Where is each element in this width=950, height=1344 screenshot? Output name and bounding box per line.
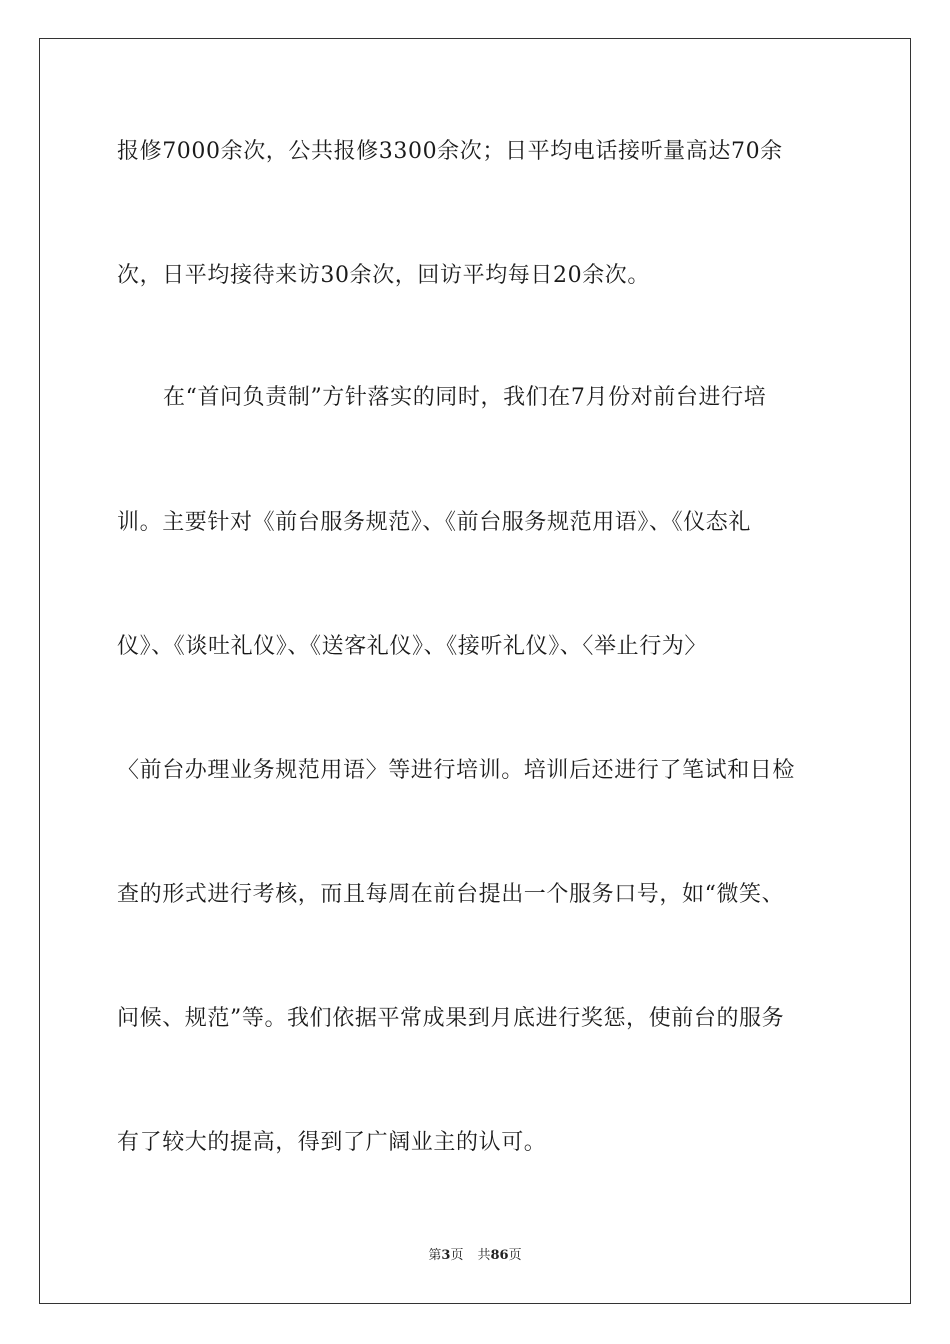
body-text-line-4: 训。主要针对《前台服务规范》、《前台服务规范用语》、《仪态礼 [117,510,752,535]
body-text-line-3: 在“首问负责制”方针落实的同时，我们在7月份对前台进行培 [163,385,767,410]
body-text-line-9: 有了较大的提高，得到了广阔业主的认可。 [117,1130,547,1155]
page-footer [0,1247,950,1265]
body-text-line-5: 仪》、《谈吐礼仪》、《送客礼仪》、《接听礼仪》、〈举止行为〉 [117,634,708,659]
total-suffix: 页 [508,1248,522,1263]
body-text-line-8: 问候、规范”等。我们依据平常成果到月底进行奖惩，使前台的服务 [117,1006,785,1031]
total-page-count: 86 [490,1248,509,1263]
page-border [39,38,911,1304]
body-text-line-7: 查的形式进行考核，而且每周在前台提出一个服务口号，如“微笑、 [117,882,785,907]
total-prefix: 共 [477,1248,491,1263]
current-page-number: 3 [441,1248,451,1263]
page-suffix: 页 [450,1248,464,1263]
page-prefix: 第 [428,1248,442,1263]
body-text-line-6: 〈前台办理业务规范用语〉等进行培训。培训后还进行了笔试和日检 [117,758,796,783]
body-text-line-1: 报修7000余次，公共报修3300余次；日平均电话接听量高达70余 [117,139,783,164]
body-text-line-2: 次，日平均接待来访30余次，回访平均每日20余次。 [117,263,650,288]
